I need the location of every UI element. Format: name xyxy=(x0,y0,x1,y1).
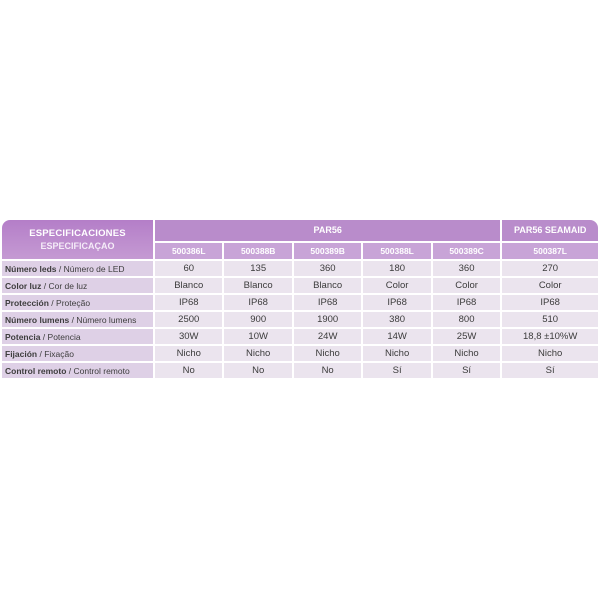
table-cell: No xyxy=(294,363,361,378)
table-cell: 24W xyxy=(294,329,361,344)
table-row xyxy=(2,312,598,327)
table-cell: 135 xyxy=(224,261,291,276)
specifications-table xyxy=(0,218,600,380)
group-header-par56: PAR56 xyxy=(155,220,500,241)
row-label-es: Potencia xyxy=(5,331,41,342)
table-cell: IP68 xyxy=(433,295,501,310)
row-label-pt: Número de LED xyxy=(63,263,125,274)
row-label-separator: / xyxy=(48,297,57,308)
table-cell: 360 xyxy=(294,261,361,276)
specifications-table-container xyxy=(0,218,600,380)
row-label-es: Número leds xyxy=(5,263,57,274)
table-cell: 14W xyxy=(363,329,430,344)
group-header-row xyxy=(2,220,598,241)
table-cell: Color xyxy=(363,278,430,293)
row-label-es: Fijación xyxy=(5,348,38,359)
table-cell: 510 xyxy=(502,312,598,327)
table-cell: 900 xyxy=(224,312,291,327)
row-label-separator: / xyxy=(56,263,64,274)
table-cell: Blanco xyxy=(224,278,291,293)
row-label-separator: / xyxy=(37,348,45,359)
table-cell: Color xyxy=(433,278,501,293)
table-cell: 18,8 ±10%W xyxy=(502,329,598,344)
table-row xyxy=(2,329,598,344)
table-cell: 2500 xyxy=(155,312,222,327)
row-label-separator: / xyxy=(69,314,77,325)
table-cell: Nicho xyxy=(433,346,501,361)
row-label-pt: Cor de luz xyxy=(48,280,88,291)
table-row xyxy=(2,295,598,310)
table-cell: 800 xyxy=(433,312,501,327)
table-cell: IP68 xyxy=(155,295,222,310)
table-cell: Nicho xyxy=(224,346,291,361)
row-label xyxy=(2,278,153,293)
row-label xyxy=(2,295,153,310)
row-label-pt: Potencia xyxy=(47,331,81,342)
table-cell: Nicho xyxy=(502,346,598,361)
table-row xyxy=(2,346,598,361)
table-cell: Sí xyxy=(433,363,501,378)
table-cell: 30W xyxy=(155,329,222,344)
table-row xyxy=(2,261,598,276)
row-label xyxy=(2,346,153,361)
model-header: 500388L xyxy=(363,243,430,259)
row-label xyxy=(2,363,153,378)
group-header-par56-seamaid: PAR56 SEAMAID xyxy=(502,220,598,241)
table-cell: 380 xyxy=(363,312,430,327)
table-cell: Sí xyxy=(363,363,430,378)
table-cell: No xyxy=(224,363,291,378)
table-cell: 1900 xyxy=(294,312,361,327)
row-label-separator: / xyxy=(40,331,48,342)
table-cell: 10W xyxy=(224,329,291,344)
table-cell: Nicho xyxy=(155,346,222,361)
table-cell: 60 xyxy=(155,261,222,276)
model-header: 500389B xyxy=(294,243,361,259)
model-header: 500388B xyxy=(224,243,291,259)
table-row xyxy=(2,363,598,378)
row-label-separator: / xyxy=(41,280,49,291)
row-label xyxy=(2,261,153,276)
specifications-title-es: ESPECIFICACIONES xyxy=(29,227,126,239)
row-label-es: Protección xyxy=(5,297,49,308)
row-label-es: Número lumens xyxy=(5,314,70,325)
row-label-pt: Número lumens xyxy=(76,314,137,325)
table-cell: Blanco xyxy=(294,278,361,293)
table-cell: Blanco xyxy=(155,278,222,293)
table-cell: 180 xyxy=(363,261,430,276)
table-cell: IP68 xyxy=(363,295,430,310)
row-label-pt: Control remoto xyxy=(73,365,130,376)
table-cell: Sí xyxy=(502,363,598,378)
model-header: 500387L xyxy=(502,243,598,259)
specifications-header-cell xyxy=(2,220,153,259)
table-cell: Color xyxy=(502,278,598,293)
specifications-title-pt: ESPECIFICAÇAO xyxy=(40,240,115,251)
model-header: 500389C xyxy=(433,243,501,259)
table-row xyxy=(2,278,598,293)
table-cell: 270 xyxy=(502,261,598,276)
table-cell: 360 xyxy=(433,261,501,276)
row-label xyxy=(2,329,153,344)
table-cell: IP68 xyxy=(502,295,598,310)
row-label-es: Control remoto xyxy=(5,365,67,376)
row-label-separator: / xyxy=(66,365,74,376)
table-cell: IP68 xyxy=(294,295,361,310)
table-cell: IP68 xyxy=(224,295,291,310)
model-header: 500386L xyxy=(155,243,222,259)
row-label xyxy=(2,312,153,327)
row-label-pt: Proteção xyxy=(56,297,91,308)
table-cell: No xyxy=(155,363,222,378)
table-cell: Nicho xyxy=(363,346,430,361)
row-label-es: Color luz xyxy=(5,280,42,291)
specifications-body xyxy=(2,261,598,378)
row-label-pt: Fixação xyxy=(44,348,74,359)
table-cell: Nicho xyxy=(294,346,361,361)
table-cell: 25W xyxy=(433,329,501,344)
